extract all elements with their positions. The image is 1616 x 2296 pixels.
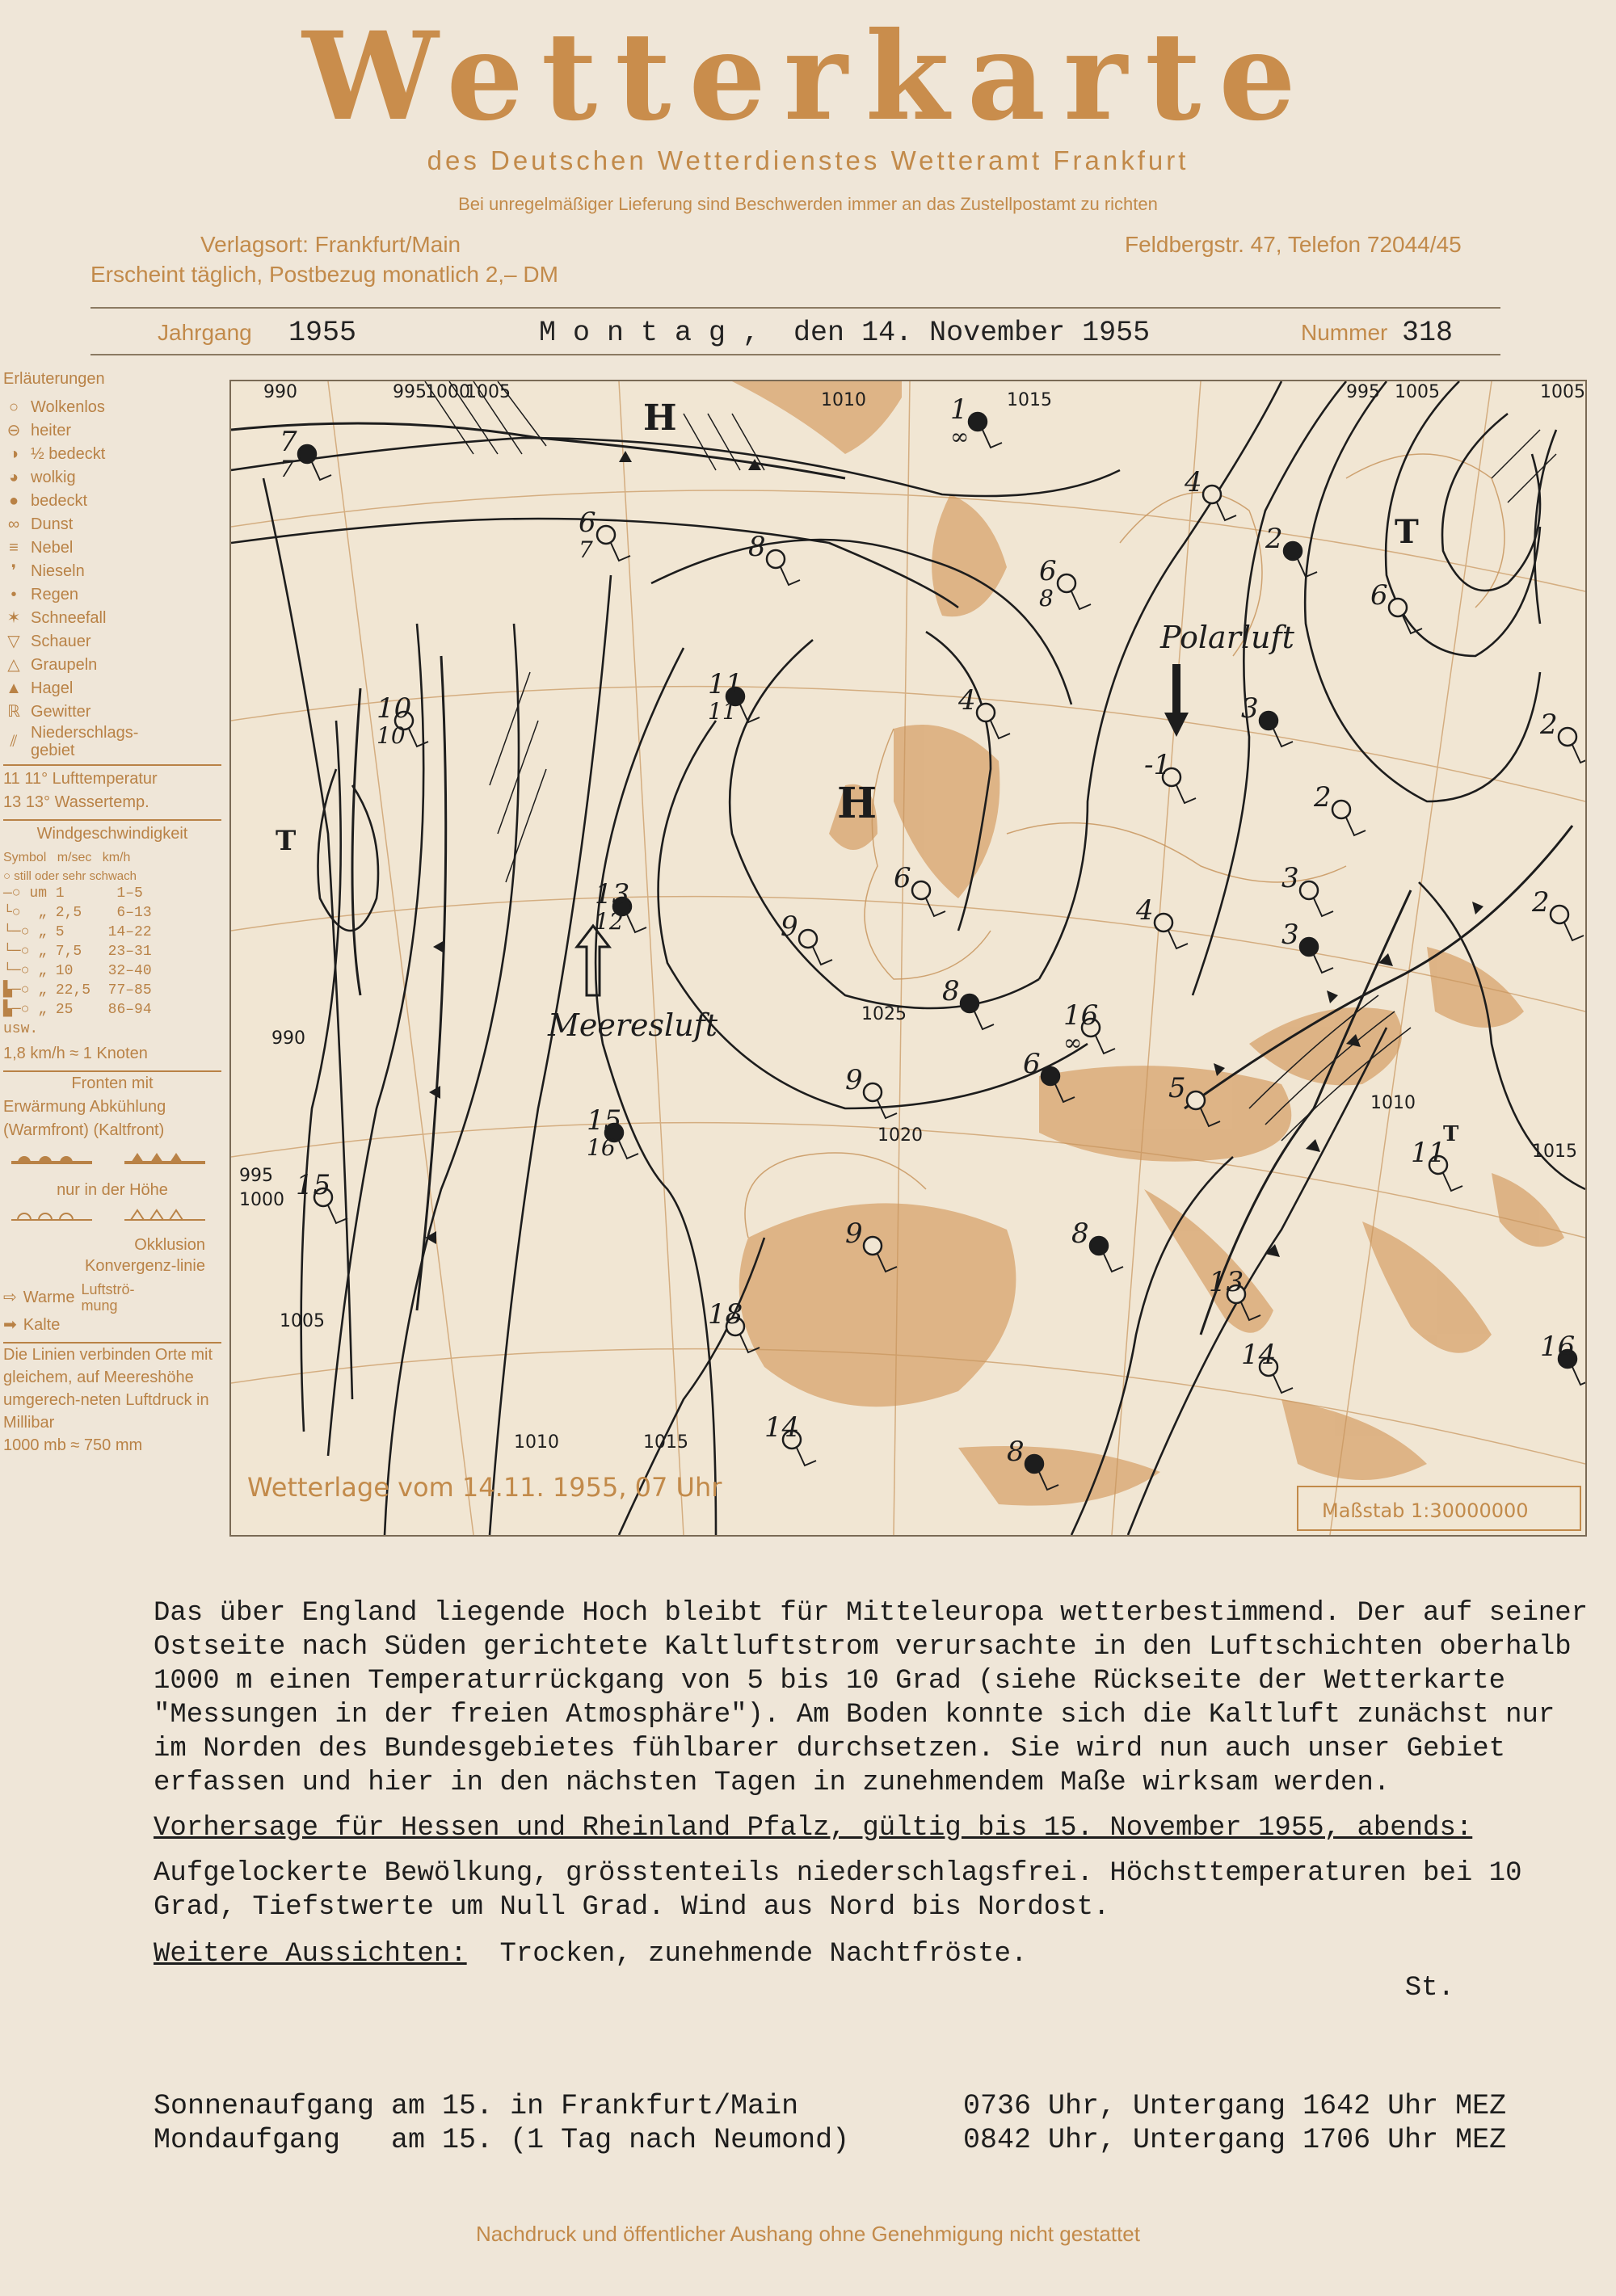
- station-cloud-icon: [1058, 574, 1075, 592]
- filled-arrow-icon: ➡: [3, 1316, 17, 1334]
- station-cloud-icon: [1090, 1237, 1108, 1255]
- legend-okklusion: Okklusion: [134, 1236, 205, 1254]
- header-rule-bottom: [90, 354, 1500, 355]
- legend-wind-header: Symbol m/sec km/h: [3, 851, 131, 864]
- weather-symbol-icon: ◕: [8, 469, 19, 486]
- legend-item-label: heiter: [31, 422, 72, 439]
- station-cloud-icon: [1300, 938, 1318, 956]
- weather-station: [764, 1411, 816, 1465]
- station-temperature: 13: [595, 878, 630, 910]
- station-temperature: 2: [1265, 523, 1283, 555]
- wind-barb-icon: [983, 430, 1002, 448]
- weather-station: [1531, 886, 1584, 940]
- weather-station: [377, 692, 428, 749]
- low-pressure-label: T: [1443, 1122, 1459, 1146]
- wind-barb-icon: [1314, 955, 1333, 973]
- weather-symbol-icon: •: [11, 586, 17, 603]
- station-cloud-icon: [1551, 906, 1568, 923]
- nummer-value: 318: [1402, 317, 1454, 349]
- legend-title: Erläuterungen: [3, 370, 105, 388]
- land-relief: [732, 381, 1564, 1506]
- isobar-label: 995: [393, 382, 427, 402]
- isobar-label: 1010: [514, 1432, 559, 1453]
- legend-item-label: Niederschlags-gebiet: [31, 724, 139, 759]
- legend-knots: 1,8 km/h ≈ 1 Knoten: [3, 1045, 148, 1062]
- legend-panel: [3, 368, 221, 1457]
- station-temperature: 18: [708, 1298, 743, 1331]
- station-secondary: ∞: [950, 423, 970, 450]
- legend-wind-rows: [3, 884, 221, 1039]
- station-cloud-icon: [864, 1237, 882, 1255]
- weather-station: [1063, 999, 1115, 1056]
- weather-symbol-icon: ℝ: [7, 703, 20, 721]
- weather-station: [587, 1104, 638, 1161]
- weather-station: [1281, 919, 1333, 973]
- wind-row: —○ um 1 1–5: [3, 885, 143, 902]
- legend-item: [3, 630, 221, 654]
- isobar-label: 1010: [821, 390, 866, 410]
- legend-wind-sub: ○ still oder sehr schwach: [3, 869, 137, 883]
- legend-item: [3, 536, 221, 560]
- station-cloud-icon: [767, 550, 785, 568]
- weather-station: [1071, 1217, 1123, 1272]
- delivery-notice: Bei unregelmäßiger Lieferung sind Beschwerden immer an das Zustellpostamt zu richten: [458, 194, 1158, 214]
- station-temperature: 4: [958, 684, 976, 717]
- isobar-label: 1005: [465, 382, 511, 402]
- publisher-place: Verlagsort: Frankfurt/Main: [200, 232, 461, 257]
- legend-item: [3, 513, 221, 536]
- legend-isobar-note: Die Linien verbinden Orte mit gleichem, auf Meereshöhe umgerech-neten Luftdruck in Millibar: [3, 1342, 221, 1434]
- legend-item-label: Graupeln: [31, 656, 98, 674]
- legend-item-label: Dunst: [31, 515, 74, 533]
- station-cloud-icon: [1300, 881, 1318, 899]
- sunrise-label: Sonnenaufgang am 15. in Frankfurt/Main: [154, 2090, 799, 2122]
- wind-barb-icon: [877, 1100, 897, 1118]
- legend-item-label: Hagel: [31, 679, 74, 697]
- station-cloud-icon: [799, 930, 817, 948]
- wind-row: └─○ „ 7,5 23–31: [3, 944, 152, 960]
- station-temperature: 6: [894, 862, 911, 894]
- station-secondary: 8: [1039, 585, 1054, 612]
- legend-wind-title: Windgeschwindigkeit: [3, 819, 221, 846]
- station-temperature: 6: [1039, 555, 1057, 587]
- wind-barb-icon: [974, 1011, 994, 1029]
- station-cloud-icon: [298, 445, 316, 463]
- station-temperature: 9: [781, 910, 798, 943]
- weather-symbol-icon: △: [7, 656, 20, 674]
- station-cloud-icon: [1155, 914, 1172, 931]
- isobar-label: 1005: [280, 1311, 325, 1331]
- station-secondary: 7: [280, 456, 294, 482]
- wind-row: └─○ „ 5 14–22: [3, 924, 152, 940]
- low-pressure-label: T: [1395, 513, 1419, 551]
- moonrise-label: Mondaufgang am 15. (1 Tag nach Neumond): [154, 2124, 850, 2156]
- weather-station: [595, 878, 646, 935]
- moonrise-times: 0842 Uhr, Untergang 1706 Uhr MEZ: [963, 2124, 1507, 2156]
- legend-fronts-title: Fronten mit: [3, 1070, 221, 1095]
- legend-item-label: ½ bedeckt: [31, 445, 106, 463]
- weather-station: [845, 1064, 897, 1118]
- map-canvas: [231, 381, 1585, 1535]
- front-symbols-aloft: [3, 1202, 213, 1226]
- isobar-label: 1025: [861, 1004, 907, 1024]
- hollow-arrow-icon: ⇨: [3, 1288, 17, 1306]
- legend-item-label: Schneefall: [31, 609, 107, 627]
- weather-symbol-icon: ❜: [11, 562, 17, 580]
- weather-symbol-icon: ∞: [7, 515, 20, 533]
- warm-flow-arrow-icon: [577, 926, 609, 995]
- station-temperature: 9: [845, 1064, 863, 1096]
- weather-symbol-icon: ▽: [7, 633, 20, 650]
- station-temperature: 6: [1023, 1048, 1041, 1080]
- legend-item-label: bedeckt: [31, 492, 88, 510]
- station-temperature: 8: [748, 531, 766, 563]
- station-temperature: -1: [1144, 749, 1172, 781]
- weather-symbol-icon: ⊖: [6, 422, 21, 439]
- station-cloud-icon: [969, 413, 987, 431]
- station-temperature: 2: [1532, 886, 1550, 919]
- legend-item: [3, 654, 221, 677]
- wind-barb-icon: [611, 543, 630, 561]
- wind-barb-icon: [1564, 923, 1584, 940]
- weather-station: [579, 507, 630, 563]
- wind-barb-icon: [991, 721, 1010, 738]
- wind-barb-icon: [1314, 898, 1333, 916]
- station-cloud-icon: [1389, 599, 1407, 616]
- synopsis-paragraph: Das über England liegende Hoch bleibt für Mitteleuropa wetterbestimmend. Der auf seiner Ostseite nach Süden gerichtete Kaltluftstrom verursachte in den Luftschichten oberhalb 1000 m einen Temperaturrückgang von 5 bis 10 Grad (siehe Rückseite der Wetterkarte "Messungen in der freien Atmosphäre"). Am Boden konnte sich die Kaltluft zunächst nur im Norden des Bundesgebietes fühlbarer durchsetzen. Sie wird nun auch unser Gebiet erfassen und hier in den nächsten Tagen in zunehmendem Maße wirksam werden.: [154, 1598, 1589, 1798]
- masthead-title: Wetterkarte: [302, 6, 1314, 148]
- wind-barb-icon: [926, 898, 945, 916]
- legend-item: [3, 607, 221, 630]
- nummer-label: Nummer: [1301, 320, 1388, 345]
- forecast-body: Aufgelockerte Bewölkung, grösstenteils niederschlagsfrei. Höchsttemperaturen bei 10 Grad, Tiefstwerte um Null Grad. Wind aus Nord bis Nordost.: [154, 1858, 1522, 1923]
- label-meeresluft: Meeresluft: [548, 1007, 718, 1043]
- wind-barb-icon: [813, 947, 832, 965]
- wind-barb-icon: [328, 1205, 347, 1223]
- legend-temps: [3, 764, 221, 814]
- weather-symbol-icon: ◑: [8, 445, 19, 463]
- station-temperature: 2: [1540, 709, 1558, 741]
- sunrise-times: 0736 Uhr, Untergang 1642 Uhr MEZ: [963, 2090, 1507, 2122]
- station-cloud-icon: [912, 881, 930, 899]
- wind-barb-icon: [1168, 931, 1188, 948]
- station-cloud-icon: [1284, 542, 1302, 560]
- legend-air-temp: 11 11° Lufttemperatur: [3, 770, 158, 788]
- masthead-subtitle: des Deutschen Wetterdienstes Wetteramt Frankfurt: [427, 145, 1189, 175]
- station-secondary: 16: [587, 1134, 616, 1161]
- issue-bar: [158, 317, 1467, 349]
- station-temperature: 11: [708, 668, 743, 700]
- legend-item-label: Schauer: [31, 633, 91, 650]
- station-secondary: ∞: [1063, 1029, 1083, 1056]
- legend-symbols: [3, 396, 221, 759]
- wind-barb-icon: [1104, 1254, 1123, 1272]
- legend-item-label: wolkig: [31, 469, 76, 486]
- legend-hoehe: nur in der Höhe: [57, 1181, 168, 1199]
- station-temperature: 14: [1241, 1339, 1277, 1371]
- weather-symbol-icon: ✶: [6, 609, 21, 627]
- wind-barb-icon: [1217, 503, 1236, 520]
- station-cloud-icon: [1559, 728, 1576, 746]
- legend-item: [3, 419, 221, 443]
- weather-map: [229, 380, 1587, 1537]
- isobar-label: 990: [271, 1028, 305, 1049]
- weather-station: [1370, 579, 1422, 633]
- station-temperature: 16: [1540, 1331, 1576, 1363]
- legend-fronts-cols2: (Warmfront) (Kaltfront): [3, 1121, 165, 1139]
- weather-station: [708, 668, 760, 725]
- map-scale: Maßstab 1:30000000: [1322, 1499, 1529, 1522]
- wind-barb-icon: [1346, 818, 1366, 835]
- weather-station: [1039, 555, 1091, 612]
- legend-mb: 1000 mb ≈ 750 mm: [3, 1436, 143, 1454]
- station-temperature: 7: [280, 426, 297, 458]
- issue-date: M o n t a g , den 14. November 1955: [539, 317, 1151, 349]
- station-cloud-icon: [961, 995, 978, 1012]
- forecast-text: [154, 1596, 1600, 2005]
- legend-water-temp: 13 13° Wassertemp.: [3, 793, 149, 811]
- weather-station: [1281, 862, 1333, 916]
- station-secondary: 11: [708, 698, 737, 725]
- legend-item: [3, 724, 221, 759]
- station-temperature: 5: [1168, 1072, 1186, 1104]
- wind-barb-icon: [740, 704, 760, 722]
- weather-symbol-icon: ●: [8, 492, 19, 510]
- legend-konvergenz: Konvergenz-linie: [85, 1257, 205, 1275]
- station-secondary: 7: [579, 536, 593, 563]
- wind-barb-icon: [312, 462, 331, 480]
- station-temperature: 8: [942, 975, 960, 1007]
- wind-barb-icon: [1273, 1375, 1293, 1393]
- station-cloud-icon: [1042, 1067, 1059, 1085]
- weather-station: [781, 910, 832, 965]
- weather-station: [1540, 1331, 1585, 1385]
- isobar-label: 1015: [1007, 390, 1052, 410]
- isobar-label: 1015: [643, 1432, 688, 1453]
- footer-notice: Nachdruck und öffentlicher Aushang ohne Genehmigung nicht gestattet: [476, 2222, 1140, 2246]
- forecast-heading: Vorhersage für Hessen und Rheinland Pfalz, gültig bis 15. November 1955, abends:: [154, 1813, 1473, 1844]
- outlook-body: Trocken, zunehmende Nachtfröste.: [499, 1939, 1028, 1970]
- station-temperature: 15: [587, 1104, 622, 1137]
- isobar-label: 990: [263, 382, 297, 402]
- station-temperature: 15: [296, 1169, 331, 1201]
- legend-fronts-cols: Erwärmung Abkühlung: [3, 1098, 166, 1116]
- weather-station: [957, 684, 1010, 738]
- station-temperature: 6: [1370, 579, 1388, 612]
- legend-item: [3, 583, 221, 607]
- legend-item: [3, 677, 221, 700]
- weather-station: [1144, 749, 1196, 803]
- publisher-address: Feldbergstr. 47, Telefon 72044/45: [1125, 232, 1462, 257]
- wind-barb-icon: [619, 1141, 638, 1159]
- wind-row: └○ „ 2,5 6–13: [3, 905, 152, 921]
- wind-row: usw.: [3, 1021, 39, 1037]
- low-pressure-label: T: [276, 825, 297, 857]
- weather-station: [1135, 894, 1188, 948]
- station-temperature: 14: [764, 1411, 800, 1444]
- legend-item: [3, 466, 221, 490]
- outlook-heading: Weitere Aussichten:: [154, 1939, 467, 1970]
- wind-row: ▙─○ „ 25 86–94: [3, 1002, 152, 1018]
- cold-flow-arrow-icon: [1164, 713, 1189, 737]
- station-temperature: 8: [1071, 1217, 1089, 1250]
- station-cloud-icon: [977, 704, 995, 721]
- station-temperature: 2: [1314, 781, 1332, 814]
- station-cloud-icon: [1203, 486, 1221, 503]
- weather-symbol-icon: ▲: [6, 679, 22, 697]
- high-pressure-label: H: [837, 779, 877, 828]
- isobar-label: 995: [239, 1166, 273, 1186]
- legend-item-label: Regen: [31, 586, 78, 603]
- label-polarluft: Polarluft: [1160, 620, 1294, 655]
- weather-station: [1241, 1339, 1293, 1393]
- wind-barb-icon: [1176, 785, 1196, 803]
- station-temperature: 6: [579, 507, 596, 539]
- high-pressure-label: H: [643, 397, 677, 439]
- wind-barb-icon: [1572, 1367, 1585, 1385]
- station-secondary: 10: [377, 722, 406, 749]
- wind-row: ▙─○ „ 22,5 77–85: [3, 982, 152, 999]
- map-caption: Wetterlage vom 14.11. 1955, 07 Uhr: [247, 1472, 722, 1503]
- station-cloud-icon: [864, 1083, 882, 1101]
- legend-warm-flow: ⇨ Warme Luftströ-mung: [3, 1281, 135, 1314]
- legend-item-label: Gewitter: [31, 703, 91, 721]
- isobar-label: 1020: [877, 1125, 923, 1146]
- station-temperature: 11: [1411, 1137, 1446, 1169]
- isobar-label: 1005: [1395, 382, 1440, 402]
- wind-barb-icon: [1572, 745, 1585, 763]
- wind-barb-icon: [1443, 1173, 1462, 1191]
- station-temperature: 13: [1209, 1266, 1244, 1298]
- station-temperature: 4: [1185, 466, 1202, 498]
- front-symbols: [3, 1142, 213, 1171]
- weather-symbol-icon: ⫽: [10, 732, 18, 751]
- station-secondary: 12: [595, 908, 624, 935]
- station-cloud-icon: [1187, 1091, 1205, 1109]
- weather-symbol-icon: ○: [8, 398, 19, 416]
- station-temperature: 3: [1281, 862, 1299, 894]
- station-cloud-icon: [1260, 712, 1277, 730]
- legend-item-label: Nebel: [31, 539, 74, 557]
- wind-barb-icon: [1096, 1036, 1115, 1053]
- isobar-label: 1000: [425, 382, 470, 402]
- legend-item: [3, 560, 221, 583]
- isobar-label: 1015: [1532, 1142, 1577, 1162]
- weather-station: [280, 426, 331, 482]
- weather-station: [1539, 709, 1585, 763]
- wind-barb-icon: [1071, 591, 1091, 609]
- wind-row: └─○ „ 10 32–40: [3, 963, 152, 979]
- legend-item-label: Nieseln: [31, 562, 85, 580]
- legend-item: [3, 700, 221, 724]
- station-temperature: 9: [845, 1217, 863, 1250]
- jahrgang-value: 1955: [288, 317, 357, 349]
- legend-item-label: Wolkenlos: [31, 398, 105, 416]
- wind-barb-icon: [797, 1448, 816, 1465]
- isobar-label: 995: [1346, 382, 1380, 402]
- station-temperature: 4: [1136, 894, 1154, 927]
- wind-barb-icon: [409, 729, 428, 746]
- station-temperature: 1: [950, 393, 968, 426]
- station-temperature: 3: [1241, 692, 1259, 725]
- author-sign: St.: [1404, 1973, 1454, 2004]
- legend-item: [3, 396, 221, 419]
- legend-item: [3, 443, 221, 466]
- station-cloud-icon: [597, 526, 615, 544]
- station-cloud-icon: [1332, 801, 1350, 818]
- weather-station: [1313, 781, 1366, 835]
- wind-barb-icon: [781, 567, 800, 585]
- wind-barb-icon: [627, 915, 646, 932]
- weather-symbol-icon: ≡: [9, 539, 19, 557]
- station-temperature: 16: [1063, 999, 1099, 1032]
- station-temperature: 8: [1007, 1436, 1025, 1468]
- legend-cold-flow: ➡ Kalte: [3, 1314, 221, 1337]
- station-cloud-icon: [1025, 1455, 1043, 1473]
- weather-station: [950, 393, 1002, 450]
- station-temperature: 10: [377, 692, 412, 725]
- header-rule-top: [90, 307, 1500, 309]
- isobar-label: 1005: [1540, 382, 1585, 402]
- weather-station: [748, 531, 800, 585]
- station-temperature: 3: [1281, 919, 1299, 951]
- legend-item: [3, 490, 221, 513]
- isobar-label: 1000: [239, 1190, 284, 1210]
- publisher-price: Erscheint täglich, Postbezug monatlich 2,– DM: [90, 262, 558, 287]
- isobar-label: 1010: [1370, 1093, 1416, 1113]
- jahrgang-label: Jahrgang: [158, 320, 252, 345]
